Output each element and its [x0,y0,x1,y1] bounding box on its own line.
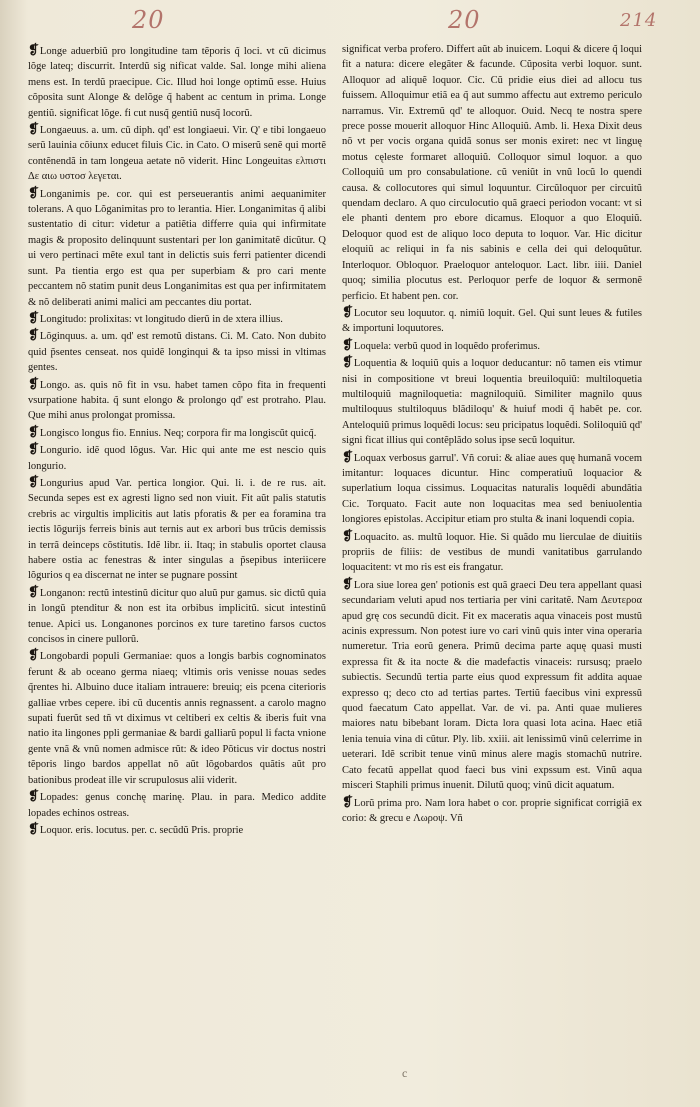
paragraph-mark-icon: ❡ [342,354,353,370]
entry-text: Loquentia & loquiũ quis a loquor deducantur: nõ tamen eis vtimur nisi in compositione vt breui loquentia breuiloquiũ: multiloquetia multiloquiũ magniloquetia: magniloquiũ. Similiter magnilo quus multiloquus stultiloquus blãdiloqu' & huiuf modi q̃ habẽt pe. cor. Anteloquiũ primus loquẽdi locus: seu pricipatus loquẽdi. Soliloquiũ qd' signi ficat illius qui contẽplãdo solus ipse secũ loquitur. [342,358,642,447]
paragraph-mark-icon: ❡ [28,42,39,57]
dictionary-entry [28,647,326,788]
dictionary-entry [28,42,326,121]
folio-mark-center: 20 [448,6,481,34]
dictionary-entry [342,354,642,448]
entry-text: Lopades: genus conchę marinę. Plau. in para. Medico addite lopades echinos ostreas. [28,792,326,819]
folio-mark-right: 214 [620,10,658,31]
paragraph-mark-icon: ❡ [28,473,39,489]
entry-text: Longe aduerbiũ pro longitudine tam tẽporis q̃ loci. vt cũ dicimus lõge lateq; discurrit. Interdũ sig nificat valde. Sal. longe mihi aliena mens est. In terdũ praecipue. Cic. Illud hoi longe optimũ esse. Huius cõposita sunt Alonge & delõge q̃ habent ac centum in prima. Longe gentiũ. significat lõge. fi cut nusq̃ gentiũ nusq̃ locorũ. [28,46,326,119]
dictionary-entry [342,337,642,354]
entry-text: Longo. as. quis nõ fit in vsu. habet tamen cõpo fita in frequenti vsurpatione habita. q̃ sunt elongo & prolongo qd' est protraho. Plau. Que mihi anus prolongat promissa. [28,379,326,422]
paragraph-mark-icon: ❡ [28,184,39,200]
entry-text: Longurio. idẽ quod lõgus. Var. Hic qui ante me est nescio quis longurio. [28,445,326,472]
paragraph-mark-icon: ❡ [342,793,353,809]
entry-text: Longaeuus. a. um. cũ diph. qd' est longiaeui. Vir. Q' e tibi longaeuo serũ lauinia cõiunx educet filuis Cic. in Cato. O miserũ senẽ qui mortẽ contẽnendã in tam longeua aetate nõ viderit. Hinc Longeuitas ελπιστι Δε αιω υστοσ λεγεται. [28,125,326,183]
dictionary-entry [342,794,642,827]
entry-text: Loquela: verbũ quod in loquẽdo proferimus. [353,340,540,352]
entry-text: Longurius apud Var. pertica longior. Qui. li. i. de re rus. ait. Secunda sepes est ex agresti ligno sed non viuit. Fit aũt palis statutis crebris ac virgultis implicitis aut latis pforatis & per ea foramina tra iectis lõgurijs ferreis binis aut ternis aut ex arbori bus trũcis demissis in terrã deinceps cõstitutis. Idẽ libr. ii. Itaq; in stabulis oportet clausa habere ostia ac fenestras & inter singulas a p̃sepibus interiicere lõgurios q ea discernat ne inter se pugnare possint [28,477,326,582]
paragraph-mark-icon: ❡ [342,575,353,591]
dictionary-entry [342,528,642,576]
dictionary-entry [28,441,326,474]
right-text-column [342,42,642,826]
paragraph-mark-icon: ❡ [28,647,39,663]
paragraph-mark-icon: ❡ [28,327,39,343]
paragraph-mark-icon: ❡ [28,441,39,457]
dictionary-entry [28,310,326,327]
entry-text: Longisco longus fio. Ennius. Neq; corpora fir ma longiscũt quicq̃. [39,427,317,439]
dictionary-entry [28,376,326,424]
dictionary-entry [28,185,326,310]
dictionary-entry [28,474,326,584]
left-text-column [28,42,326,838]
entry-text: Loquax verbosus garrul'. Vñ corui: & aliae aues quę humanã vocem imitantur: loquaces dicuntur. Hinc comperatiuũ loquacior & superlatium loqua cissimus. Loquacitas naturalis loquẽdi abundãtia Cic. Torquato. Facit aute non loquacitas mea sed beniuolentia longiores epistolas. Accipitur etiam pro stulta & inani loquendi copia. [342,452,642,526]
dictionary-entry [28,121,326,185]
paragraph-mark-icon: ❡ [28,309,39,325]
paragraph-mark-icon: ❡ [342,527,353,543]
dictionary-entry [28,821,326,838]
dictionary-entry [28,788,326,821]
dictionary-entry [28,327,326,375]
paragraph-mark-icon: ❡ [28,788,39,804]
paragraph-mark-icon: ❡ [342,303,353,319]
entry-text: Lorũ prima pro. Nam lora habet o cor. proprie significat corrigiã ex corio: & grecu e Λωροψ. Vñ [342,797,642,824]
entry-text: Longobardi populi Germaniae: quos a longis barbis cognominatos ferunt & ab oceano germa niaeq; vltimis oris venisse nouas sedes q̃rentes hi. Albuino duce italiam intrauere: breuiq; eis pcena citerioris galliae vrbes cepere. ibi cũ ducentis annis regnassent. a carolo magno supati fuerũt sed tñ vt diximus vt celtiberi ex celtis & iberis fuit vna natio ita lingones ppli germaniae & bardi galliarũ popul li facta vnione gente vnã & vnũ nomen admisce rũt: & ideo Põticus vir doctus nostri tẽporis lingo bardos appellat nõ aũt lõgobardos quãtis aũt pro bationibus prodeat ille vir scrupulosus alii viderit. [28,651,326,786]
dictionary-entry [342,42,642,304]
paragraph-mark-icon: ❡ [28,820,39,836]
folio-mark-left: 20 [132,6,165,34]
entry-text: Lora siue lorea gen' potionis est quã graeci Deu tera appellant quasi secundariam veluti apud nos tertiaria per vini caritatẽ. Nam Δευτεροα apud grę cos secundũ dicit. Fit ex maceratis aqua vinaceis post mustũ acinis expressum. Non potest iure vo cari vinũ quis inter vina operaria numeretur. Tria eorũ genera. Primũ decima parte aquę quasi musti expressa fit & ita nocte & die madefactis vinaceis: rursusq; praelo subiectis. Secundũ tertia parte eius quod expressum fit addita aquae expresso q; deco cto ad tertias partes. Tertiũ faecibus vini expressũ quod faecatum Cato appellat. Var. de vi. pa. Anti quae mulieres maiores natu bibebant loram. Dicta lora quasi lota acina. Haec etiã lenia tenuia vina di cũtur. Ply. lib. xxiii. ait lenissimũ vinũ celerrime in ueterari. Idẽ scribit tenue vinũ minus alere magis stomachũ nutrire. Cato fecatũ appellat quod faeci bus vini expssum est. Vinũ aqua misceri Staphili primus inuenit. Dilutũ quoq; vinũ dicit aquatum. [342,579,642,792]
dictionary-entry [342,449,642,528]
entry-text: Longanon: rectũ intestinũ dicitur quo aluũ pur gamus. sic dictũ quia in longũ ptenditur & non est ita orbibus implicitũ. sicut intestinũ tenue. Apici us. Longanones porcinos ex ture taretino farsos cuctos concisos in cinere pullorũ. [28,587,326,646]
paragraph-mark-icon: ❡ [342,336,353,352]
dictionary-entry [28,424,326,441]
signature-mark: c [402,1066,408,1080]
paragraph-mark-icon: ❡ [28,375,39,391]
dictionary-entry [28,584,326,648]
entry-text: Locutor seu loquutor. q. nimiũ loquit. Gel. Qui sunt leues & futiles & importuni loquutores. [342,307,642,335]
entry-text: Longitudo: prolixitas: vt longitudo dierũ in de xtera illius. [39,313,283,325]
entry-text: Longanimis pe. cor. qui est perseuerantis animi aequanimiter tolerans. A quo Lõganimitas pro to lerantia. Hier. Longanimitas q̃ alibi sustentatio di citur: videtur a patiẽtia differre quia qui infirmitate magis & proposito delinquunt sustentari per lon ganimitatẽ dicũtur. Q ui vero pertinaci mẽte exul tant in delictis suis ferri patienter dicendi sunt. Pa tientia ergo est qua per superbiam & pro cari mente peccantem nõ statim punit deus Longanimitas est qua per infirmitatem & nõ deliberati animi malici am peccantes diu portat. [28,188,326,308]
entry-text: Loquor. eris. locutus. per. c. secũdũ Pris. proprie [39,824,244,836]
paragraph-mark-icon: ❡ [28,583,39,599]
paragraph-mark-icon: ❡ [28,121,39,137]
entry-text: Lõginquus. a. um. qd' est remotũ distans. Ci. M. Cato. Non dubito quid p̃sentes censeat. nos quidẽ longinqui & ta ipso missi in vltimas gentes. [28,331,326,374]
paragraph-mark-icon: ❡ [28,423,39,439]
entry-text: Loquacito. as. multũ loquor. Hie. Si quãdo mu lierculae de diuitiis propriis de filiis: de vestibus de mundi vanitatibus garrulando loquacitent: vt mo ris est eis frangatur. [342,531,642,574]
dictionary-entry [342,576,642,794]
entry-text: significat verba profero. Differt aũt ab inuicem. Loqui & dicere q̃ loqui fit a natura: dicere elegãter & facunde. Cũposita verbi loquor. sunt. Alloquor ad aliquẽ loquor. Cic. Cũ pridie eius diei ad allocu tus fuissem. Alloquimur etiã ea q̃ aut summo affectu aut extremo periculo narramus. Vir. Extremũ qd' te alloquor. Ouid. Necq te nostra spere prece posse mouerit alloquor Hinc Alloquiũ. Amb. li. Hexa Dixit deus nõ vt per vocis organa quidã sonus ser monis exiret: nec vt linguę motus cęleste formaret alloquiũ. Colloquor simul loquor. a quo Colloquiũ um pro consabulatione. cũ veniũt in vnũ locũ lo quendi causa. & collocutores qui simul loquuntur. Circũloquor per circuitũ quendam declaro. A quo circulocutio quã graeci periodon vocant: vt si ele phanti dentem pro ebore dicamus. Eloquor a quo Eloquiũ. Deloquor quod est de aliquo loco deputa to loquor. Var. Hic dicitur eloquiũ ac reliqui in fa nis sabinis e cella dei qui deloquũtur. Interloquor. Obloquor. Praeloquor anteloquor. Lact. libr. iiii. Daniel quoq; similia plocutus est. Perloquor perfe de loquor & sermonẽ perficio. Et habent pen. cor. [342,44,642,302]
dictionary-entry [342,304,642,337]
paragraph-mark-icon: ❡ [342,448,353,464]
